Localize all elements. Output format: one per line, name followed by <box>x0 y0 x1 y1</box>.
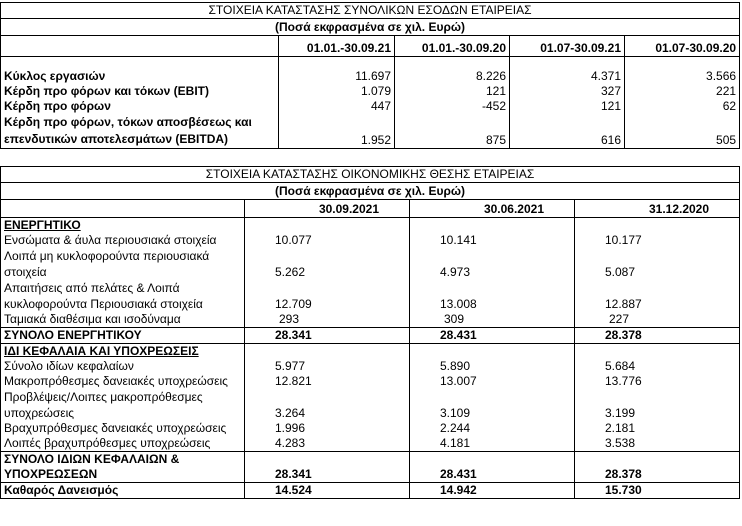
income-col-0: 01.01.-30.09.21 <box>279 36 395 57</box>
income-row <box>1 69 740 84</box>
income-col-2: 01.07-30.09.21 <box>510 36 625 57</box>
row-label: ΣΥΝΟΛΟ ΙΔΙΩΝ ΚΕΦΑΛΑΙΩΝ & ΥΠΟΧΡΕΩΣΕΩΝ <box>1 452 245 483</box>
balance-table <box>0 166 740 499</box>
cell: 13.007 <box>410 374 575 389</box>
income-cell: -452 <box>395 99 510 114</box>
income-cell: 11.697 <box>279 69 395 84</box>
cell: 293 <box>245 312 410 328</box>
cell: 5.890 <box>410 359 575 374</box>
cell: 3.109 <box>410 389 575 421</box>
table-row <box>1 248 740 280</box>
cell: 5.684 <box>575 359 740 374</box>
assets-heading: ΕΝΕΡΓΗΤΙΚΟ <box>4 218 81 232</box>
cell: 5.087 <box>575 248 740 280</box>
cell: 28.378 <box>575 328 740 344</box>
income-cell: 447 <box>279 99 395 114</box>
cell: 28.431 <box>410 452 575 483</box>
cell: 1.996 <box>245 421 410 436</box>
table-row <box>1 436 740 452</box>
balance-subtitle: (Ποσά εκφρασμένα σε χιλ. Ευρώ) <box>275 184 466 198</box>
cell: 28.341 <box>245 328 410 344</box>
row-label: Βραχυπρόθεσμες δανειακές υποχρεώσεις <box>4 421 227 435</box>
income-subtitle: (Ποσά εκφρασμένα σε χιλ. Ευρώ) <box>275 20 466 34</box>
cell: 14.942 <box>410 483 575 499</box>
income-row-label: Κέρδη προ φόρων <box>4 98 111 113</box>
income-header <box>1 3 740 36</box>
income-cell: 1.079 <box>279 84 395 99</box>
table-row <box>1 233 740 248</box>
income-row <box>1 84 740 99</box>
cell: 10.141 <box>410 233 575 248</box>
table-row <box>1 374 740 389</box>
cell: 3.264 <box>245 389 410 421</box>
income-cell: 221 <box>625 84 740 99</box>
income-row-label: Κέρδη προ φόρων και τόκων (EBIT) <box>4 83 209 98</box>
cell: 4.973 <box>410 248 575 280</box>
income-cell: 1.952 <box>279 114 395 149</box>
income-col-blank <box>1 36 279 57</box>
income-cell: 121 <box>395 84 510 99</box>
row-label: ΣΥΝΟΛΟ ΕΝΕΡΓΗΤΙΚΟΥ <box>1 328 245 344</box>
cell: 10.077 <box>245 233 410 248</box>
income-cell: 505 <box>625 114 740 149</box>
cell: 2.181 <box>575 421 740 436</box>
income-row-label: Κέρδη προ φόρων, τόκων αποσβέσεως και επενδυτικών αποτελεσμάτων (EBITDA) <box>4 114 252 146</box>
income-cell: 616 <box>510 114 625 149</box>
table-row <box>1 280 740 312</box>
balance-col-blank <box>1 200 245 218</box>
cell: 28.378 <box>575 452 740 483</box>
balance-header <box>1 167 740 200</box>
income-cell: 875 <box>395 114 510 149</box>
income-row <box>1 99 740 114</box>
net-debt-row <box>1 483 740 499</box>
cell: 13.008 <box>410 280 575 312</box>
balance-col-2: 31.12.2020 <box>575 200 740 218</box>
balance-title: ΣΤΟΙΧΕΙΑ ΚΑΤΑΣΤΑΣΗΣ ΟΙΚΟΝΟΜΙΚΗΣ ΘΕΣΗΣ ΕΤΑΙΡΕΙΑΣ <box>1 167 739 183</box>
cell: 14.524 <box>245 483 410 499</box>
row-label: Ενσώματα & άυλα περιουσιακά στοιχεία <box>4 233 217 247</box>
cell: 12.821 <box>245 374 410 389</box>
row-label: Προβλέψεις/Λοιπες μακροπρόθεσμες υποχρεώσεις <box>4 390 203 420</box>
table-row <box>1 312 740 328</box>
income-cell: 3.566 <box>625 69 740 84</box>
liabilities-heading: ΙΔΙ ΚΕΦΑΛΑΙΑ ΚΑΙ ΥΠΟΧΡΕΩΣΕΙΣ <box>1 344 245 360</box>
cell: 10.177 <box>575 233 740 248</box>
cell: 309 <box>410 312 575 328</box>
cell: 13.776 <box>575 374 740 389</box>
income-cell: 62 <box>625 99 740 114</box>
table-row <box>1 359 740 374</box>
row-label: Μακροπρόθεσμες δανειακές υποχρεώσεις <box>4 374 228 388</box>
income-row-label: Κύκλος εργασιών <box>4 68 106 83</box>
cell: 4.283 <box>245 436 410 452</box>
cell: 4.181 <box>410 436 575 452</box>
cell: 3.199 <box>575 389 740 421</box>
cell: 12.887 <box>575 280 740 312</box>
row-label: Σύνολο ιδίων κεφαλαίων <box>4 359 134 373</box>
cell: 227 <box>575 312 740 328</box>
income-cell: 327 <box>510 84 625 99</box>
cell: 28.431 <box>410 328 575 344</box>
row-label: Λοιπά μη κυκλοφορούντα περιουσιακά στοιχεία <box>4 249 210 279</box>
assets-total-row <box>1 328 740 344</box>
income-title: ΣΤΟΙΧΕΙΑ ΚΑΤΑΣΤΑΣΗΣ ΣΥΝΟΛΙΚΩΝ ΕΣΟΔΩΝ ΕΤΑΙΡΕΙΑΣ <box>1 3 739 19</box>
row-label: Καθαρός Δανεισμός <box>1 483 245 499</box>
income-table <box>0 2 740 149</box>
income-cell: 121 <box>510 99 625 114</box>
liabilities-total-row <box>1 452 740 483</box>
cell: 12.709 <box>245 280 410 312</box>
row-label: Απαιτήσεις από πελάτες & Λοιπά κυκλοφορούντα Περιουσιακά στοιχεία <box>4 281 203 311</box>
row-label: Λοιπές βραχυπρόθεσμες υποχρεώσεις <box>4 436 211 450</box>
cell: 28.341 <box>245 452 410 483</box>
cell: 2.244 <box>410 421 575 436</box>
income-cell: 8.226 <box>395 69 510 84</box>
income-row <box>1 114 740 149</box>
cell: 5.977 <box>245 359 410 374</box>
cell: 5.262 <box>245 248 410 280</box>
cell: 3.538 <box>575 436 740 452</box>
income-col-3: 01.07-30.09.20 <box>625 36 740 57</box>
balance-col-0: 30.09.2021 <box>245 200 410 218</box>
cell: 15.730 <box>575 483 740 499</box>
table-row <box>1 421 740 436</box>
table-row <box>1 389 740 421</box>
row-label: Ταμιακά διαθέσιμα και ισοδύναμα <box>4 312 181 326</box>
income-col-1: 01.01.-30.09.20 <box>395 36 510 57</box>
balance-col-1: 30.06.2021 <box>410 200 575 218</box>
income-cell: 4.371 <box>510 69 625 84</box>
